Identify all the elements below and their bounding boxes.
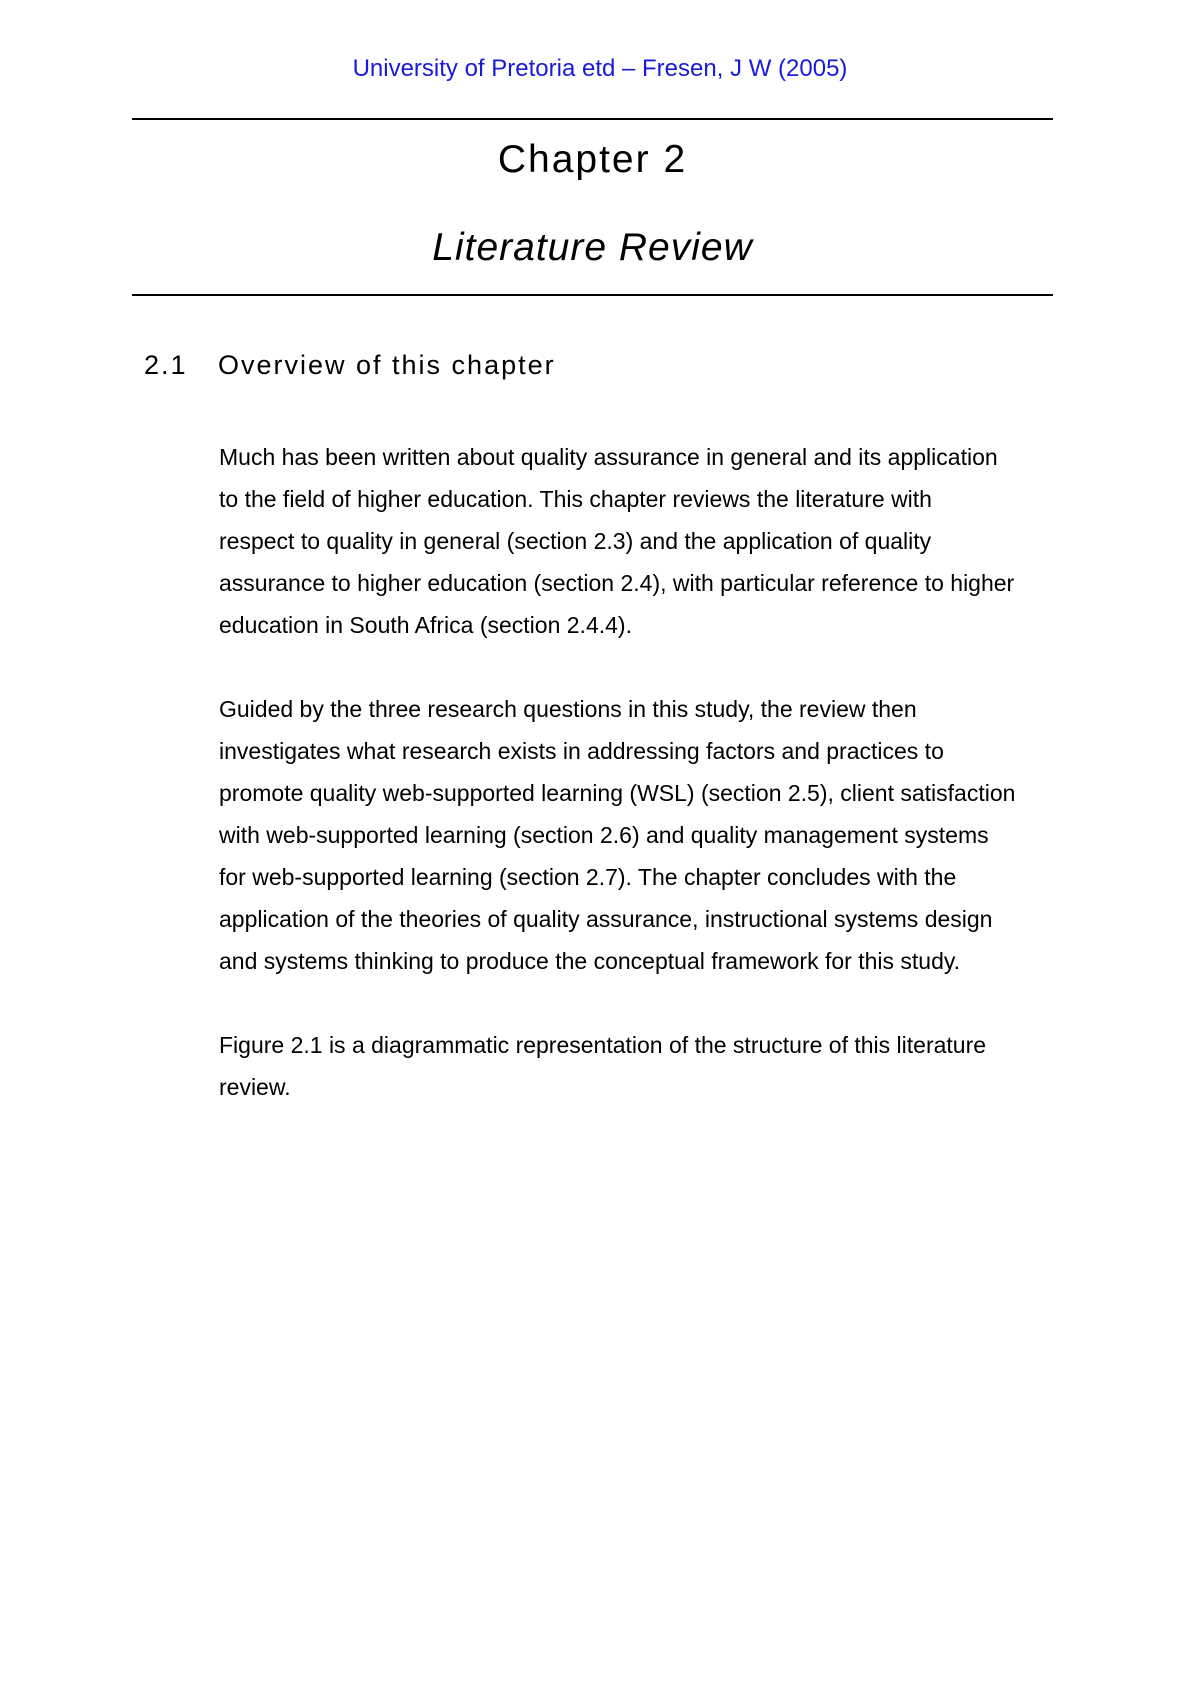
chapter-subtitle: Literature Review <box>432 226 753 269</box>
bottom-divider <box>132 294 1053 296</box>
paragraph-2 <box>219 688 1069 982</box>
paragraph-1 <box>219 436 1069 646</box>
paragraph-line: respect to quality in general (section 2.3) and the application of quality <box>219 528 932 554</box>
body-text <box>219 436 1069 1150</box>
chapter-title: Chapter 2 <box>497 138 688 181</box>
watermark-header: University of Pretoria etd – Fresen, J W (2005) <box>352 55 848 82</box>
paragraph-line: with web-supported learning (section 2.6) and quality management systems <box>219 822 989 848</box>
paragraph-line: review. <box>219 1074 291 1100</box>
section-heading <box>144 348 556 382</box>
top-divider <box>132 118 1053 120</box>
paragraph-line: application of the theories of quality assurance, instructional systems design <box>219 906 993 932</box>
paragraph-line: Guided by the three research questions in this study, the review then <box>219 696 917 722</box>
paragraph-line: education in South Africa (section 2.4.4). <box>219 612 632 638</box>
paragraph-line: to the field of higher education. This chapter reviews the literature with <box>219 486 932 512</box>
section-title: Overview of this chapter <box>218 350 556 380</box>
paragraph-line: Figure 2.1 is a diagrammatic representation of the structure of this literature <box>219 1032 987 1058</box>
paragraph-line: for web-supported learning (section 2.7). The chapter concludes with the <box>219 864 957 890</box>
paragraph-line: investigates what research exists in addressing factors and practices to <box>219 738 944 764</box>
paragraph-line: Much has been written about quality assurance in general and its application <box>219 444 998 470</box>
paragraph-line: promote quality web-supported learning (WSL) (section 2.5), client satisfaction <box>219 780 1016 806</box>
paragraph-line: assurance to higher education (section 2.4), with particular reference to higher <box>219 570 1015 596</box>
paragraph-line: and systems thinking to produce the conceptual framework for this study. <box>219 948 961 974</box>
paragraph-3 <box>219 1024 1069 1108</box>
section-number: 2.1 <box>144 350 188 380</box>
